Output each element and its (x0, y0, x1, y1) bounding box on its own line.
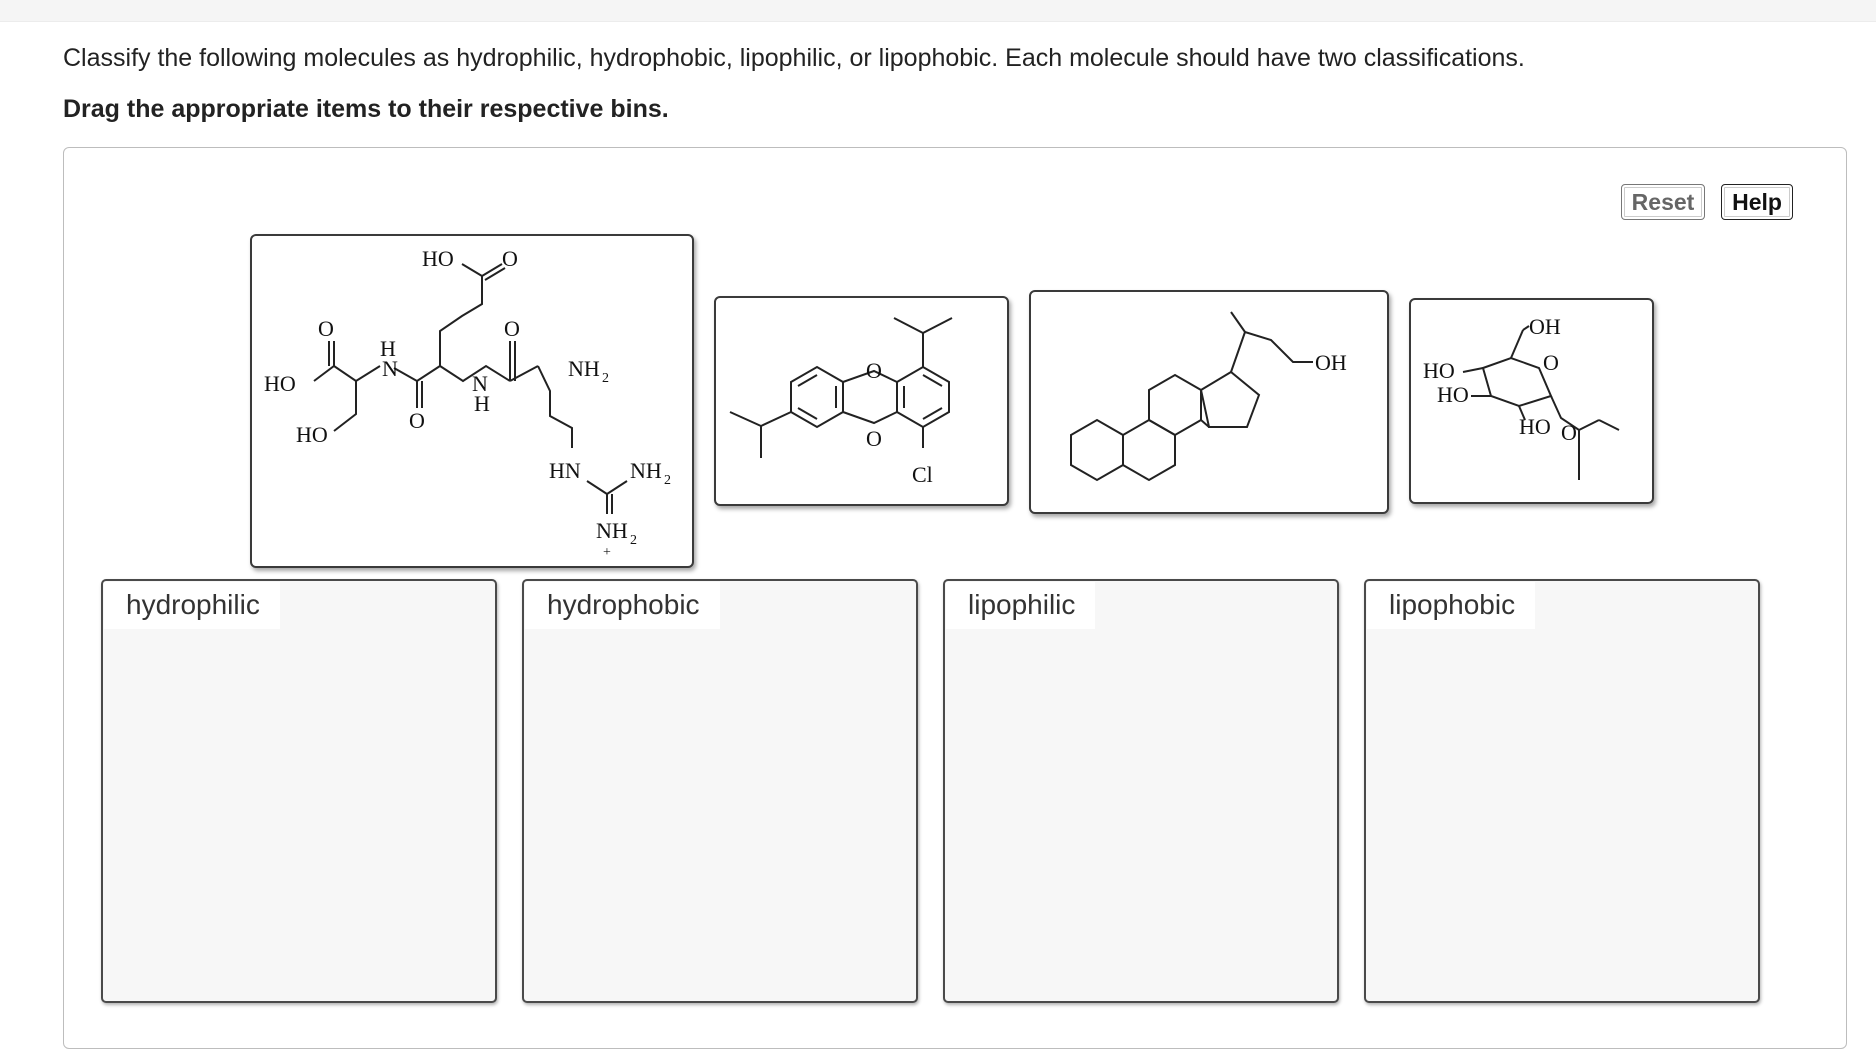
svg-text:OH: OH (1529, 314, 1561, 339)
bin-label: hydrophilic (104, 582, 280, 629)
bin-lipophobic[interactable] (1364, 579, 1760, 1003)
svg-text:HO: HO (1519, 414, 1551, 439)
svg-text:OH: OH (1315, 350, 1347, 375)
question-prompt: Classify the following molecules as hydrophilic, hydrophobic, lipophilic, or lipophobic. Each molecule should have two classifications. (63, 44, 1525, 72)
svg-text:O: O (866, 426, 882, 451)
svg-text:O: O (1561, 420, 1577, 445)
svg-text:HO: HO (264, 371, 296, 396)
svg-text:NH: NH (630, 458, 662, 483)
svg-text:2: 2 (664, 473, 671, 488)
bin-hydrophilic[interactable] (101, 579, 497, 1003)
dioxin-structure-icon (716, 298, 1007, 504)
svg-text:N: N (382, 356, 398, 381)
bin-label: lipophilic (946, 582, 1095, 629)
svg-text:O: O (866, 358, 882, 383)
reset-button[interactable]: Reset (1621, 184, 1705, 220)
svg-text:NH: NH (568, 356, 600, 381)
top-bar (0, 0, 1876, 22)
svg-text:2: 2 (602, 371, 609, 386)
bin-label: hydrophobic (525, 582, 720, 629)
bin-label: lipophobic (1367, 582, 1535, 629)
draggable-item-peptide[interactable] (250, 234, 694, 568)
svg-text:HO: HO (422, 246, 454, 271)
svg-text:O: O (504, 316, 520, 341)
svg-text:HO: HO (296, 422, 328, 447)
svg-text:HO: HO (1423, 358, 1455, 383)
svg-text:HN: HN (549, 458, 581, 483)
svg-text:2: 2 (630, 533, 637, 548)
svg-text:+: + (603, 545, 611, 560)
svg-text:O: O (318, 316, 334, 341)
draggable-item-steroid[interactable] (1029, 290, 1389, 514)
svg-text:H: H (474, 391, 490, 416)
glycoside-structure-icon (1411, 300, 1652, 502)
bin-lipophilic[interactable] (943, 579, 1339, 1003)
peptide-structure-icon (252, 236, 692, 566)
drag-instruction: Drag the appropriate items to their respective bins. (63, 95, 669, 123)
svg-text:O: O (1543, 350, 1559, 375)
svg-text:O: O (502, 246, 518, 271)
svg-text:NH: NH (596, 518, 628, 543)
draggable-item-dioxin[interactable] (714, 296, 1009, 506)
svg-text:H: H (380, 336, 396, 361)
help-button[interactable]: Help (1721, 184, 1793, 220)
svg-text:N: N (472, 371, 488, 396)
svg-text:HO: HO (1437, 382, 1469, 407)
draggable-item-glycoside[interactable] (1409, 298, 1654, 504)
svg-text:Cl: Cl (912, 462, 933, 487)
svg-text:O: O (409, 408, 425, 433)
steroid-structure-icon (1031, 292, 1387, 512)
bin-hydrophobic[interactable] (522, 579, 918, 1003)
